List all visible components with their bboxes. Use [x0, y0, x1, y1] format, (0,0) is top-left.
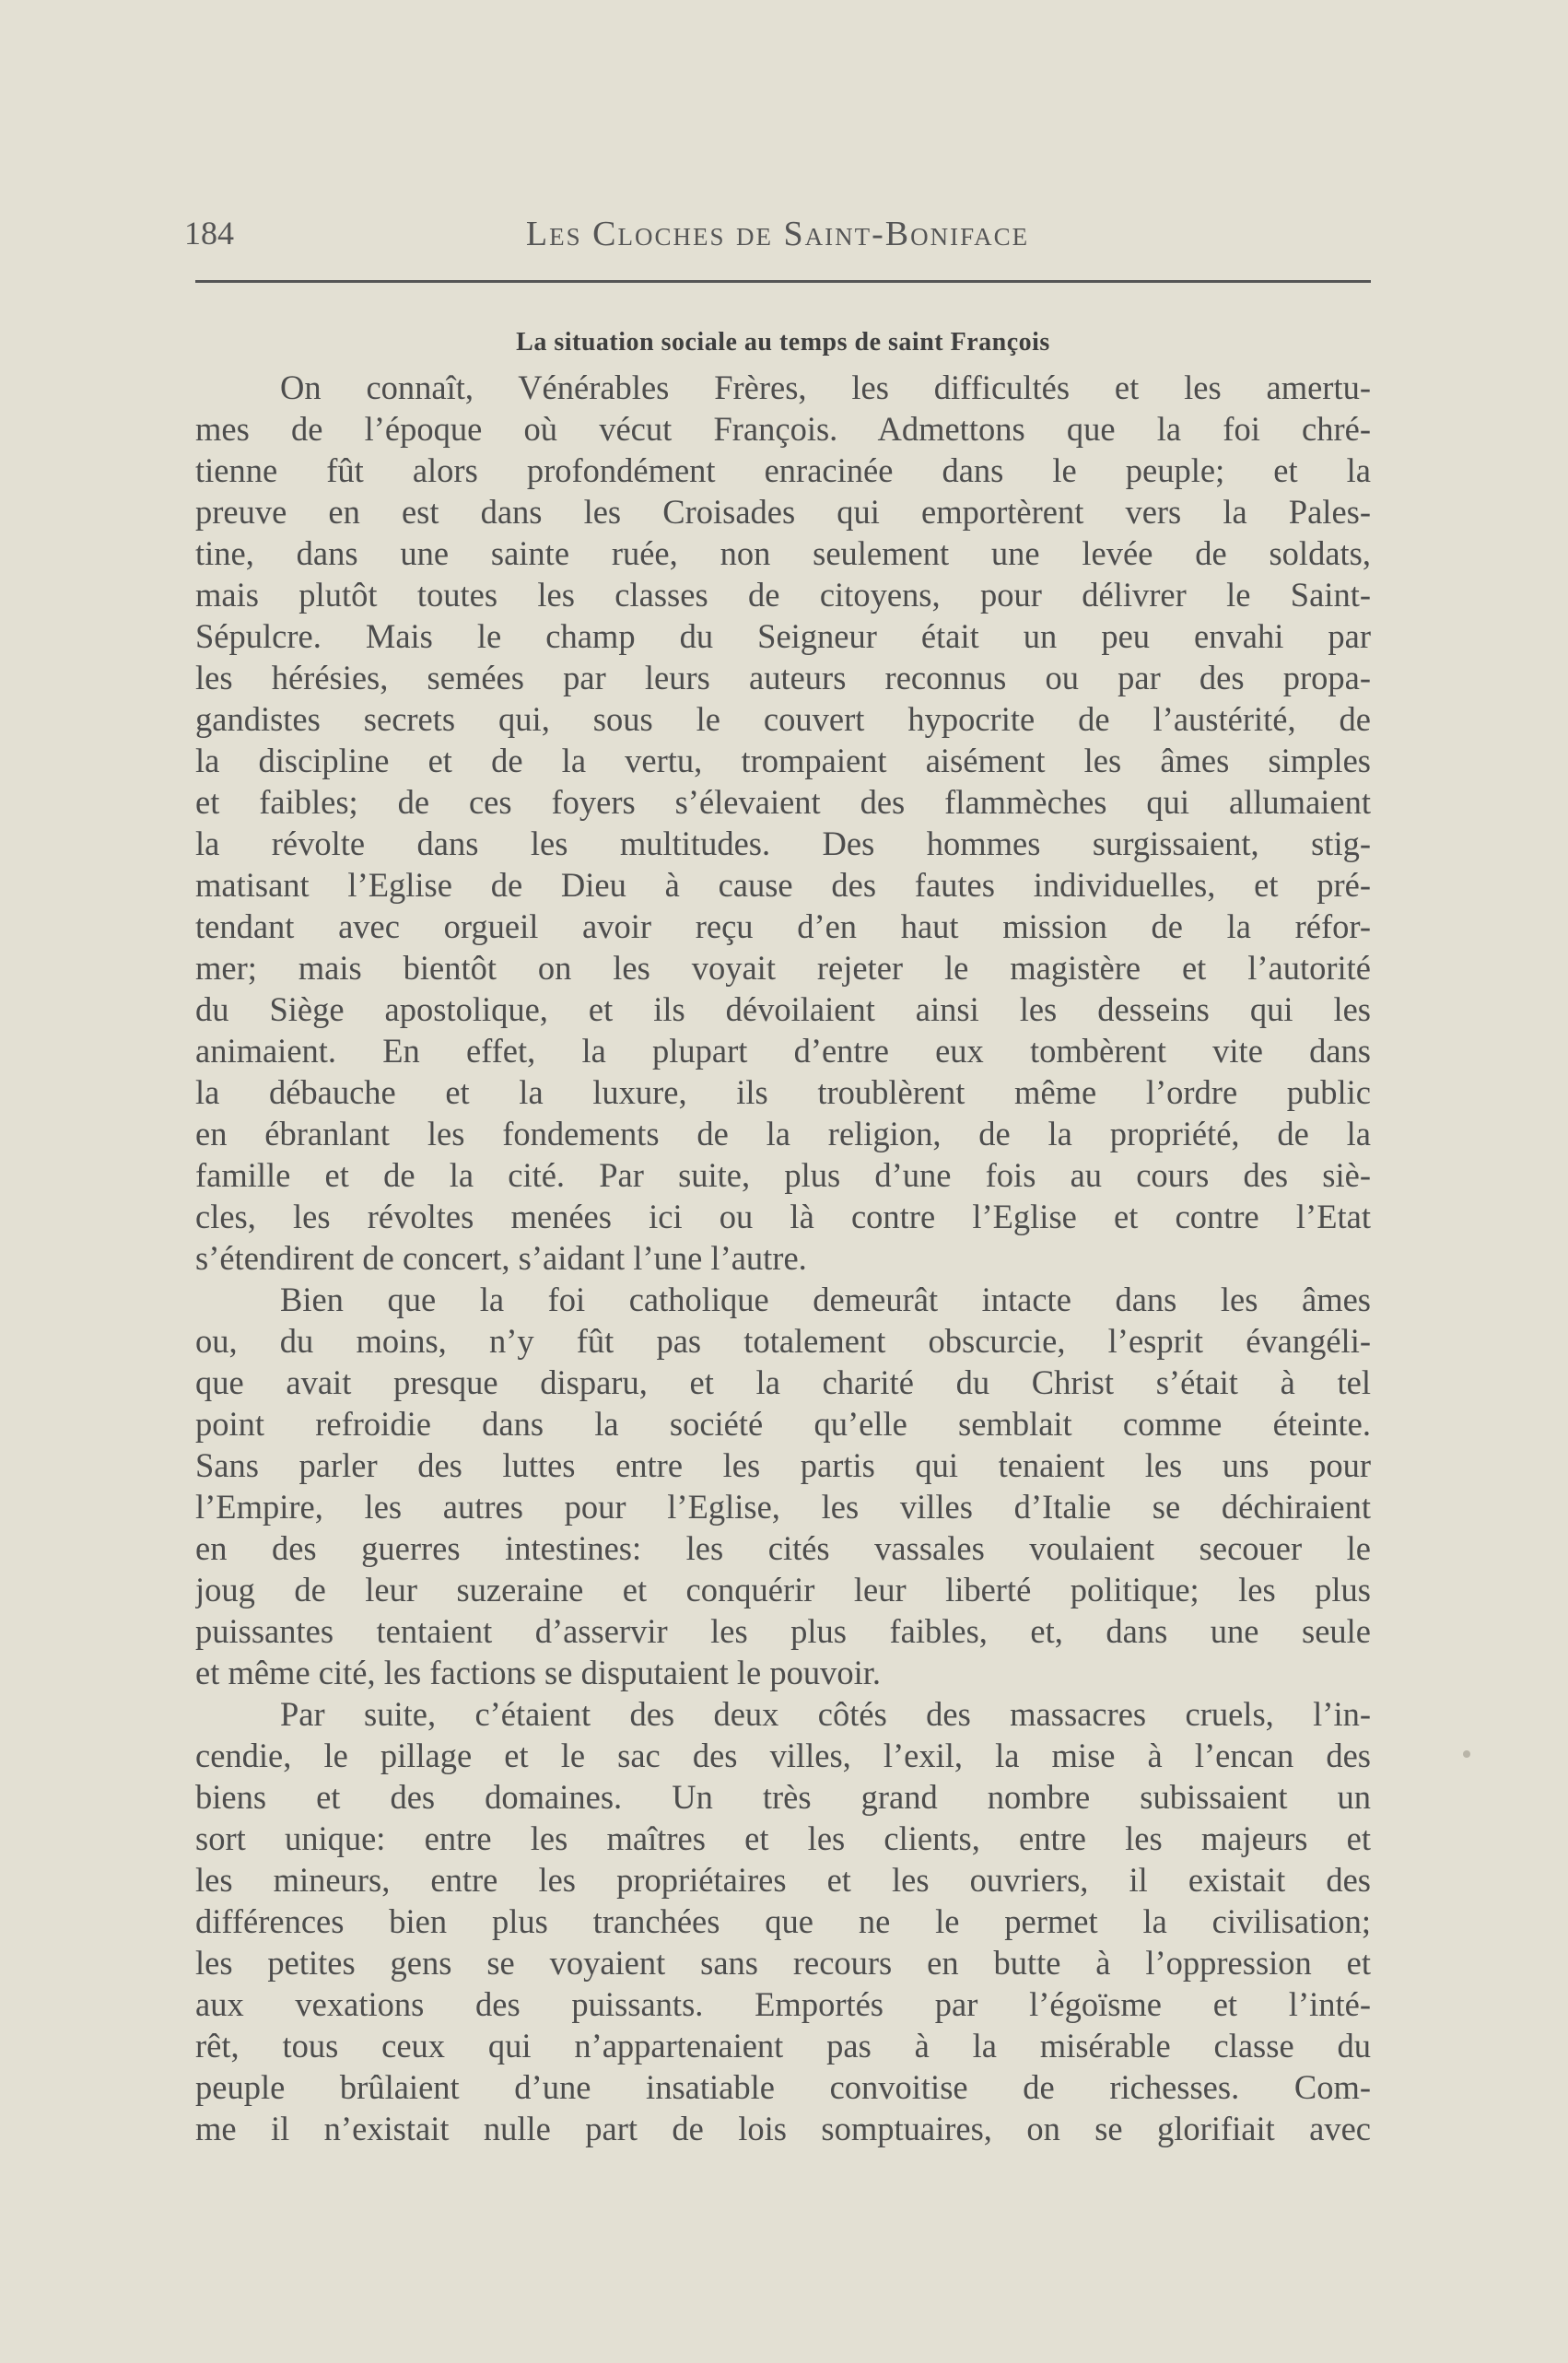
text-line: la débauche et la luxure, ils troublèrent même l’ordre public	[195, 1073, 1371, 1111]
text-line: On connaît, Vénérables Frères, les difficultés et les amertu-	[280, 368, 1371, 406]
text-line: point refroidie dans la société qu’elle semblait comme éteinte.	[195, 1405, 1371, 1443]
text-line: preuve en est dans les Croisades qui emportèrent vers la Pales-	[195, 493, 1371, 531]
text-line: mer; mais bientôt on les voyait rejeter le magistère et l’autorité	[195, 949, 1371, 987]
book-title: Les Cloches de Saint-Boniface	[525, 215, 1030, 253]
text-line: Bien que la foi catholique demeurât intacte dans les âmes	[280, 1281, 1371, 1318]
text-line: Par suite, c’étaient des deux côtés des massacres cruels, l’in-	[280, 1695, 1371, 1733]
text-line: et même cité, les factions se disputaient le pouvoir.	[195, 1654, 881, 1691]
text-line: rêt, tous ceux qui n’appartenaient pas à la misérable classe du	[195, 2027, 1371, 2065]
running-head	[184, 214, 1371, 269]
paper-speck	[1463, 1750, 1470, 1758]
section-heading: La situation sociale au temps de saint François	[516, 328, 1050, 357]
text-line: tienne fût alors profondément enracinée dans le peuple; et la	[195, 451, 1371, 489]
text-line: et faibles; de ces foyers s’élevaient des flammèches qui allumaient	[195, 783, 1371, 821]
text-line: s’étendirent de concert, s’aidant l’une l’autre.	[195, 1239, 807, 1277]
page-number: 184	[184, 215, 234, 252]
text-line: mes de l’époque où vécut François. Admettons que la foi chré-	[195, 410, 1371, 448]
text-line: cendie, le pillage et le sac des villes, l’exil, la mise à l’encan des	[195, 1737, 1371, 1774]
text-line: puissantes tentaient d’asservir les plus faibles, et, dans une seule	[195, 1612, 1371, 1650]
text-line: les hérésies, semées par leurs auteurs reconnus ou par des propa-	[195, 659, 1371, 696]
text-line: que avait presque disparu, et la charité du Christ s’était à tel	[195, 1363, 1371, 1401]
text-line: gandistes secrets qui, sous le couvert hypocrite de l’austérité, de	[195, 700, 1371, 738]
text-line: joug de leur suzeraine et conquérir leur liberté politique; les plus	[195, 1571, 1371, 1608]
text-line: Sans parler des luttes entre les partis qui tenaient les uns pour	[195, 1446, 1371, 1484]
text-line: cles, les révoltes menées ici ou là contre l’Eglise et contre l’Etat	[195, 1198, 1371, 1235]
text-line: en ébranlant les fondements de la religion, de la propriété, de la	[195, 1115, 1371, 1152]
text-line: tine, dans une sainte ruée, non seulement une levée de soldats,	[195, 534, 1371, 572]
text-line: en des guerres intestines: les cités vassales voulaient secouer le	[195, 1529, 1371, 1567]
text-line: la révolte dans les multitudes. Des hommes surgissaient, stig-	[195, 825, 1371, 862]
text-line: tendant avec orgueil avoir reçu d’en haut mission de la réfor-	[195, 907, 1371, 945]
header-rule	[195, 280, 1371, 283]
text-line: animaient. En effet, la plupart d’entre eux tombèrent vite dans	[195, 1032, 1371, 1070]
text-line: biens et des domaines. Un très grand nombre subissaient un	[195, 1778, 1371, 1816]
text-line: famille et de la cité. Par suite, plus d’une fois au cours des siè-	[195, 1156, 1371, 1194]
text-line: Sépulcre. Mais le champ du Seigneur était un peu envahi par	[195, 617, 1371, 655]
text-line: ou, du moins, n’y fût pas totalement obscurcie, l’esprit évangéli-	[195, 1322, 1371, 1360]
text-line: peuple brûlaient d’une insatiable convoitise de richesses. Com-	[195, 2068, 1371, 2106]
text-line: différences bien plus tranchées que ne le permet la civilisation;	[195, 1902, 1371, 1940]
text-line: du Siège apostolique, et ils dévoilaient ainsi les desseins qui les	[195, 990, 1371, 1028]
text-line: mais plutôt toutes les classes de citoyens, pour délivrer le Saint-	[195, 576, 1371, 614]
text-line: l’Empire, les autres pour l’Eglise, les villes d’Italie se déchiraient	[195, 1488, 1371, 1526]
text-line: la discipline et de la vertu, trompaient aisément les âmes simples	[195, 742, 1371, 779]
body-text	[195, 367, 1371, 2149]
text-line: les mineurs, entre les propriétaires et les ouvriers, il existait des	[195, 1861, 1371, 1899]
text-line: aux vexations des puissants. Emportés par l’égoïsme et l’inté-	[195, 1985, 1371, 2023]
text-line: les petites gens se voyaient sans recours en butte à l’oppression et	[195, 1944, 1371, 1982]
text-line: sort unique: entre les maîtres et les clients, entre les majeurs et	[195, 1819, 1371, 1857]
text-line: me il n’existait nulle part de lois somptuaires, on se glorifiait avec	[195, 2110, 1371, 2147]
text-line: matisant l’Eglise de Dieu à cause des fautes individuelles, et pré-	[195, 866, 1371, 904]
